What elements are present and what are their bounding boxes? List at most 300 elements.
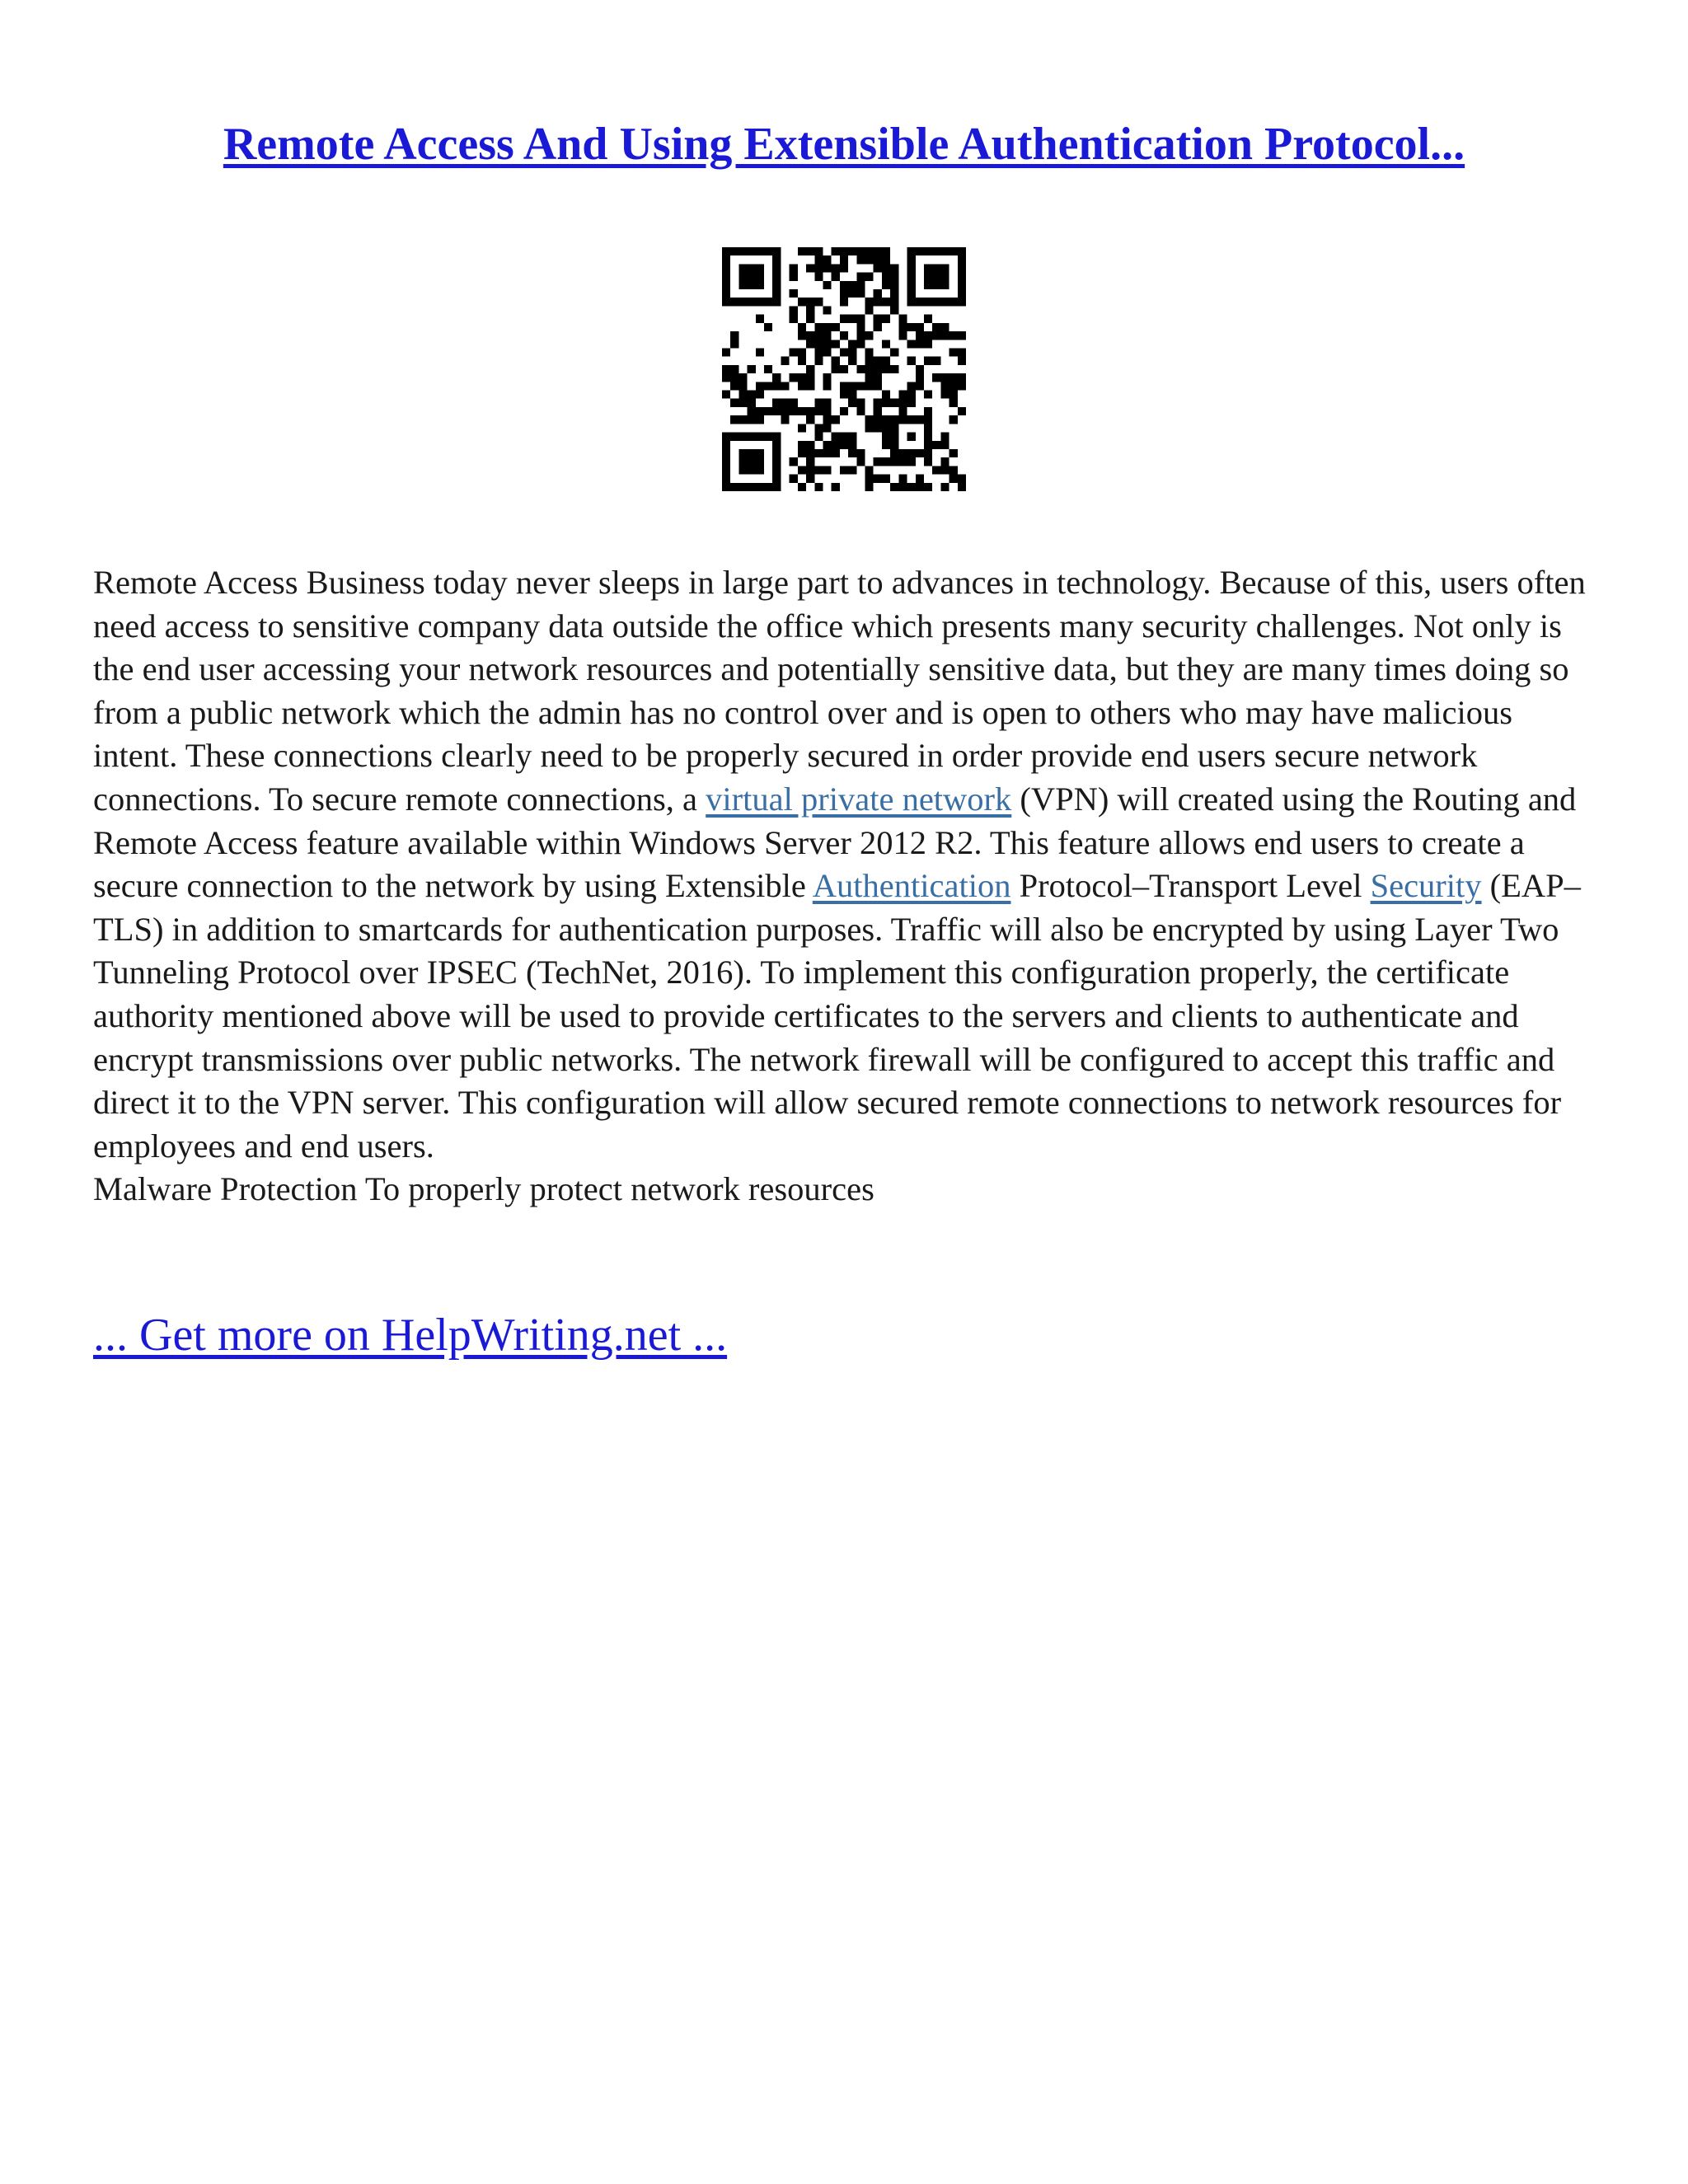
qr-module	[748, 399, 756, 407]
qr-module	[907, 449, 916, 457]
qr-module	[790, 289, 798, 298]
qr-module	[764, 483, 772, 491]
qr-module	[790, 306, 798, 314]
qr-module	[722, 373, 730, 382]
qr-module	[764, 382, 772, 390]
qr-module	[748, 407, 756, 415]
qr-module	[814, 247, 823, 255]
paragraph	[93, 561, 1601, 1168]
qr-module	[756, 433, 764, 441]
qr-module	[814, 273, 823, 281]
qr-module	[823, 348, 831, 356]
qr-module	[814, 466, 823, 474]
qr-module	[840, 264, 848, 272]
qr-module	[730, 382, 738, 390]
qr-module	[950, 373, 958, 382]
qr-module	[832, 264, 840, 272]
qr-module	[748, 298, 756, 306]
qr-module	[856, 323, 865, 331]
qr-module	[756, 449, 764, 457]
qr-module	[958, 255, 966, 264]
qr-module	[856, 247, 865, 255]
qr-module	[940, 391, 949, 399]
qr-module	[907, 323, 916, 331]
qr-module	[874, 264, 882, 272]
qr-module	[814, 348, 823, 356]
qr-module	[730, 331, 738, 340]
qr-module	[722, 281, 730, 289]
qr-module	[806, 415, 814, 424]
qr-module	[814, 433, 823, 441]
qr-module	[856, 331, 865, 340]
qr-module	[865, 466, 874, 474]
qr-module	[814, 483, 823, 491]
qr-module	[798, 298, 806, 306]
qr-module	[798, 466, 806, 474]
qr-module	[756, 382, 764, 390]
qr-module	[874, 255, 882, 264]
qr-module	[950, 399, 958, 407]
qr-module	[840, 466, 848, 474]
qr-module	[882, 264, 890, 272]
qr-module	[756, 264, 764, 272]
qr-module	[874, 415, 882, 424]
qr-module	[823, 306, 831, 314]
qr-module	[748, 264, 756, 272]
qr-module	[772, 298, 781, 306]
qr-module	[806, 306, 814, 314]
qr-module	[722, 365, 730, 373]
qr-module	[958, 281, 966, 289]
qr-module	[865, 475, 874, 483]
qr-module	[882, 391, 890, 399]
qr-module	[882, 357, 890, 365]
qr-module	[772, 273, 781, 281]
qr-module	[840, 281, 848, 289]
qr-module	[940, 382, 949, 390]
qr-module	[907, 382, 916, 390]
qr-module	[932, 264, 940, 272]
qr-module	[798, 357, 806, 365]
qr-module	[856, 399, 865, 407]
qr-module	[916, 415, 924, 424]
qr-module	[806, 340, 814, 348]
qr-module	[840, 255, 848, 264]
qr-module	[890, 289, 898, 298]
qr-module	[940, 323, 949, 331]
qr-module	[898, 449, 907, 457]
qr-module	[730, 340, 738, 348]
qr-module	[932, 331, 940, 340]
qr-module	[865, 331, 874, 340]
qr-module	[772, 466, 781, 474]
qr-module	[832, 441, 840, 449]
qr-module	[823, 323, 831, 331]
qr-module	[865, 348, 874, 356]
qr-module	[798, 424, 806, 432]
qr-module	[772, 247, 781, 255]
qr-module	[722, 449, 730, 457]
qr-module	[916, 373, 924, 382]
qr-module	[882, 475, 890, 483]
qr-module	[865, 483, 874, 491]
qr-module	[882, 298, 890, 306]
qr-module	[916, 247, 924, 255]
qr-module	[907, 340, 916, 348]
qr-module	[756, 281, 764, 289]
qr-module	[772, 433, 781, 441]
qr-module	[814, 399, 823, 407]
qr-module	[730, 365, 738, 373]
qr-module	[790, 399, 798, 407]
qr-module	[781, 382, 789, 390]
qr-module	[848, 340, 856, 348]
qr-module	[722, 441, 730, 449]
qr-module	[814, 424, 823, 432]
qr-module	[806, 457, 814, 466]
qr-module	[958, 382, 966, 390]
qr-module	[907, 289, 916, 298]
qr-module	[950, 247, 958, 255]
qr-module	[781, 399, 789, 407]
qr-module	[832, 483, 840, 491]
qr-module	[958, 331, 966, 340]
qr-module	[932, 466, 940, 474]
qr-module	[865, 373, 874, 382]
qr-module	[924, 357, 932, 365]
qr-module	[898, 323, 907, 331]
text-segment: Malware Protection To properly protect network resources	[93, 1170, 874, 1208]
qr-module	[882, 273, 890, 281]
qr-module	[764, 298, 772, 306]
qr-module	[722, 298, 730, 306]
qr-module	[907, 298, 916, 306]
qr-module	[856, 382, 865, 390]
qr-module	[916, 449, 924, 457]
qr-module	[874, 323, 882, 331]
qr-module	[823, 399, 831, 407]
qr-module	[790, 373, 798, 382]
qr-module	[848, 433, 856, 441]
qr-module	[772, 449, 781, 457]
qr-module	[738, 433, 747, 441]
qr-module	[730, 298, 738, 306]
qr-module	[823, 331, 831, 340]
qr-code	[722, 247, 966, 491]
qr-module	[958, 348, 966, 356]
qr-module	[798, 348, 806, 356]
qr-module	[806, 475, 814, 483]
qr-module	[890, 483, 898, 491]
qr-module	[790, 475, 798, 483]
qr-module	[907, 433, 916, 441]
qr-module	[907, 357, 916, 365]
qr-module	[940, 264, 949, 272]
qr-module	[890, 424, 898, 432]
qr-module	[916, 298, 924, 306]
qr-module	[840, 298, 848, 306]
qr-module	[940, 273, 949, 281]
qr-module	[898, 399, 907, 407]
qr-module	[932, 373, 940, 382]
qr-module	[772, 483, 781, 491]
qr-module	[924, 483, 932, 491]
qr-module	[806, 407, 814, 415]
qr-module	[874, 407, 882, 415]
qr-module	[924, 315, 932, 323]
qr-module	[848, 399, 856, 407]
qr-module	[738, 373, 747, 382]
get-more-link-container	[93, 1306, 727, 1364]
qr-module	[907, 391, 916, 399]
qr-module	[924, 331, 932, 340]
qr-module	[772, 399, 781, 407]
body-text	[93, 561, 1601, 1212]
qr-module	[950, 391, 958, 399]
qr-module	[738, 247, 747, 255]
qr-module	[781, 415, 789, 424]
qr-module	[823, 466, 831, 474]
qr-module	[932, 357, 940, 365]
qr-module	[874, 424, 882, 432]
qr-module	[738, 264, 747, 272]
qr-module	[798, 247, 806, 255]
qr-module	[814, 323, 823, 331]
qr-module	[748, 466, 756, 474]
qr-module	[950, 382, 958, 390]
qr-module	[874, 298, 882, 306]
link-virtual-private-network[interactable]: virtual private network	[706, 780, 1012, 818]
qr-module	[958, 298, 966, 306]
qr-module	[840, 365, 848, 373]
qr-module	[722, 273, 730, 281]
qr-module	[840, 289, 848, 298]
qr-module	[840, 348, 848, 356]
qr-module	[748, 449, 756, 457]
qr-module	[814, 264, 823, 272]
qr-module	[898, 315, 907, 323]
qr-module	[882, 281, 890, 289]
qr-module	[865, 273, 874, 281]
qr-module	[722, 391, 730, 399]
qr-module	[890, 433, 898, 441]
qr-module	[907, 457, 916, 466]
qr-module	[950, 475, 958, 483]
qr-module	[814, 255, 823, 264]
qr-module	[722, 348, 730, 356]
qr-module	[840, 391, 848, 399]
qr-module	[738, 399, 747, 407]
qr-module	[856, 407, 865, 415]
qr-module	[772, 281, 781, 289]
qr-module	[772, 255, 781, 264]
qr-module	[798, 483, 806, 491]
qr-module	[882, 399, 890, 407]
qr-module	[738, 298, 747, 306]
qr-module	[832, 415, 840, 424]
qr-module	[806, 382, 814, 390]
qr-module	[772, 475, 781, 483]
title-link[interactable]: Remote Access And Using Extensible Authentication Protocol...	[223, 119, 1465, 170]
qr-module	[840, 331, 848, 340]
qr-module	[958, 273, 966, 281]
qr-module	[874, 457, 882, 466]
qr-module	[738, 391, 747, 399]
qr-module	[882, 255, 890, 264]
qr-module	[738, 457, 747, 466]
qr-module	[722, 466, 730, 474]
qr-module	[924, 457, 932, 466]
qr-module	[730, 415, 738, 424]
qr-module	[848, 289, 856, 298]
qr-module	[738, 449, 747, 457]
qr-module	[806, 365, 814, 373]
qr-module	[772, 441, 781, 449]
qr-module	[865, 382, 874, 390]
qr-module	[950, 348, 958, 356]
document-title	[0, 115, 1688, 173]
qr-module	[907, 483, 916, 491]
qr-module	[890, 306, 898, 314]
qr-module	[924, 340, 932, 348]
qr-module	[832, 340, 840, 348]
qr-module	[874, 357, 882, 365]
qr-module	[748, 433, 756, 441]
qr-module	[730, 483, 738, 491]
qr-module	[756, 466, 764, 474]
qr-module	[865, 424, 874, 432]
qr-module	[823, 407, 831, 415]
qr-module	[856, 281, 865, 289]
link-security[interactable]: Security	[1370, 867, 1482, 905]
qr-module	[738, 483, 747, 491]
qr-module	[764, 323, 772, 331]
qr-module	[840, 382, 848, 390]
qr-module	[924, 391, 932, 399]
qr-module	[840, 441, 848, 449]
qr-module	[840, 247, 848, 255]
qr-module	[748, 273, 756, 281]
qr-module	[840, 407, 848, 415]
qr-module	[806, 373, 814, 382]
qr-module	[832, 273, 840, 281]
qr-module	[823, 415, 831, 424]
text-segment: Remote Access Business today never sleeps in large part to advances in technology. Because of this, users often need access to sensitive company data outside the office which presents many security challenges. Not only is the end user accessing your network resources and potentially sensitive data, but they are many times doing so from a public network which the admin has no control over and is open to others who may have malicious intent. These connections clearly need to be properly secured in order provide end users secure network connections. To secure remote connections, a	[93, 564, 1586, 818]
qr-module	[865, 306, 874, 314]
qr-module	[748, 281, 756, 289]
qr-module	[898, 331, 907, 340]
qr-module	[756, 457, 764, 466]
qr-module	[790, 273, 798, 281]
qr-module	[924, 441, 932, 449]
qr-module	[814, 407, 823, 415]
qr-module	[848, 348, 856, 356]
qr-module	[823, 281, 831, 289]
qr-module	[806, 449, 814, 457]
qr-module	[865, 357, 874, 365]
qr-module	[756, 298, 764, 306]
qr-module	[798, 441, 806, 449]
qr-module	[856, 457, 865, 466]
qr-module	[932, 281, 940, 289]
qr-module	[916, 475, 924, 483]
qr-module	[907, 399, 916, 407]
qr-module	[958, 483, 966, 491]
qr-module	[890, 415, 898, 424]
qr-module	[865, 365, 874, 373]
qr-module	[730, 399, 738, 407]
qr-module	[764, 433, 772, 441]
qr-module	[798, 382, 806, 390]
get-more-link[interactable]: ... Get more on HelpWriting.net ...	[93, 1310, 728, 1361]
qr-module	[924, 433, 932, 441]
qr-module	[806, 441, 814, 449]
qr-module	[832, 449, 840, 457]
qr-module	[924, 264, 932, 272]
qr-module	[890, 273, 898, 281]
qr-module	[764, 365, 772, 373]
qr-module	[874, 373, 882, 382]
qr-module	[806, 264, 814, 272]
qr-module	[772, 264, 781, 272]
qr-module	[798, 323, 806, 331]
qr-module	[848, 382, 856, 390]
qr-module	[730, 247, 738, 255]
qr-module	[756, 407, 764, 415]
qr-module	[916, 483, 924, 491]
qr-module	[882, 247, 890, 255]
qr-module	[932, 323, 940, 331]
qr-module	[874, 382, 882, 390]
qr-module	[932, 273, 940, 281]
qr-module	[940, 457, 949, 466]
qr-module	[823, 449, 831, 457]
qr-module	[806, 315, 814, 323]
qr-module	[722, 264, 730, 272]
qr-module	[848, 281, 856, 289]
qr-module	[790, 457, 798, 466]
qr-module	[790, 407, 798, 415]
qr-module	[756, 348, 764, 356]
qr-module	[756, 247, 764, 255]
qr-module	[874, 475, 882, 483]
qr-module	[958, 407, 966, 415]
qr-module	[806, 331, 814, 340]
qr-module	[748, 365, 756, 373]
qr-module	[924, 449, 932, 457]
qr-module	[958, 373, 966, 382]
qr-module	[950, 466, 958, 474]
qr-module	[806, 298, 814, 306]
qr-module	[823, 424, 831, 432]
qr-module	[764, 247, 772, 255]
link-authentication[interactable]: Authentication	[812, 867, 1011, 905]
qr-module	[823, 264, 831, 272]
qr-module	[882, 415, 890, 424]
qr-module	[748, 391, 756, 399]
qr-module	[932, 298, 940, 306]
qr-module	[832, 365, 840, 373]
qr-module	[940, 298, 949, 306]
qr-module	[722, 457, 730, 466]
qr-module	[772, 289, 781, 298]
qr-module	[840, 433, 848, 441]
qr-module	[890, 449, 898, 457]
qr-module	[874, 365, 882, 373]
qr-module	[798, 331, 806, 340]
qr-module	[907, 281, 916, 289]
qr-module	[832, 247, 840, 255]
